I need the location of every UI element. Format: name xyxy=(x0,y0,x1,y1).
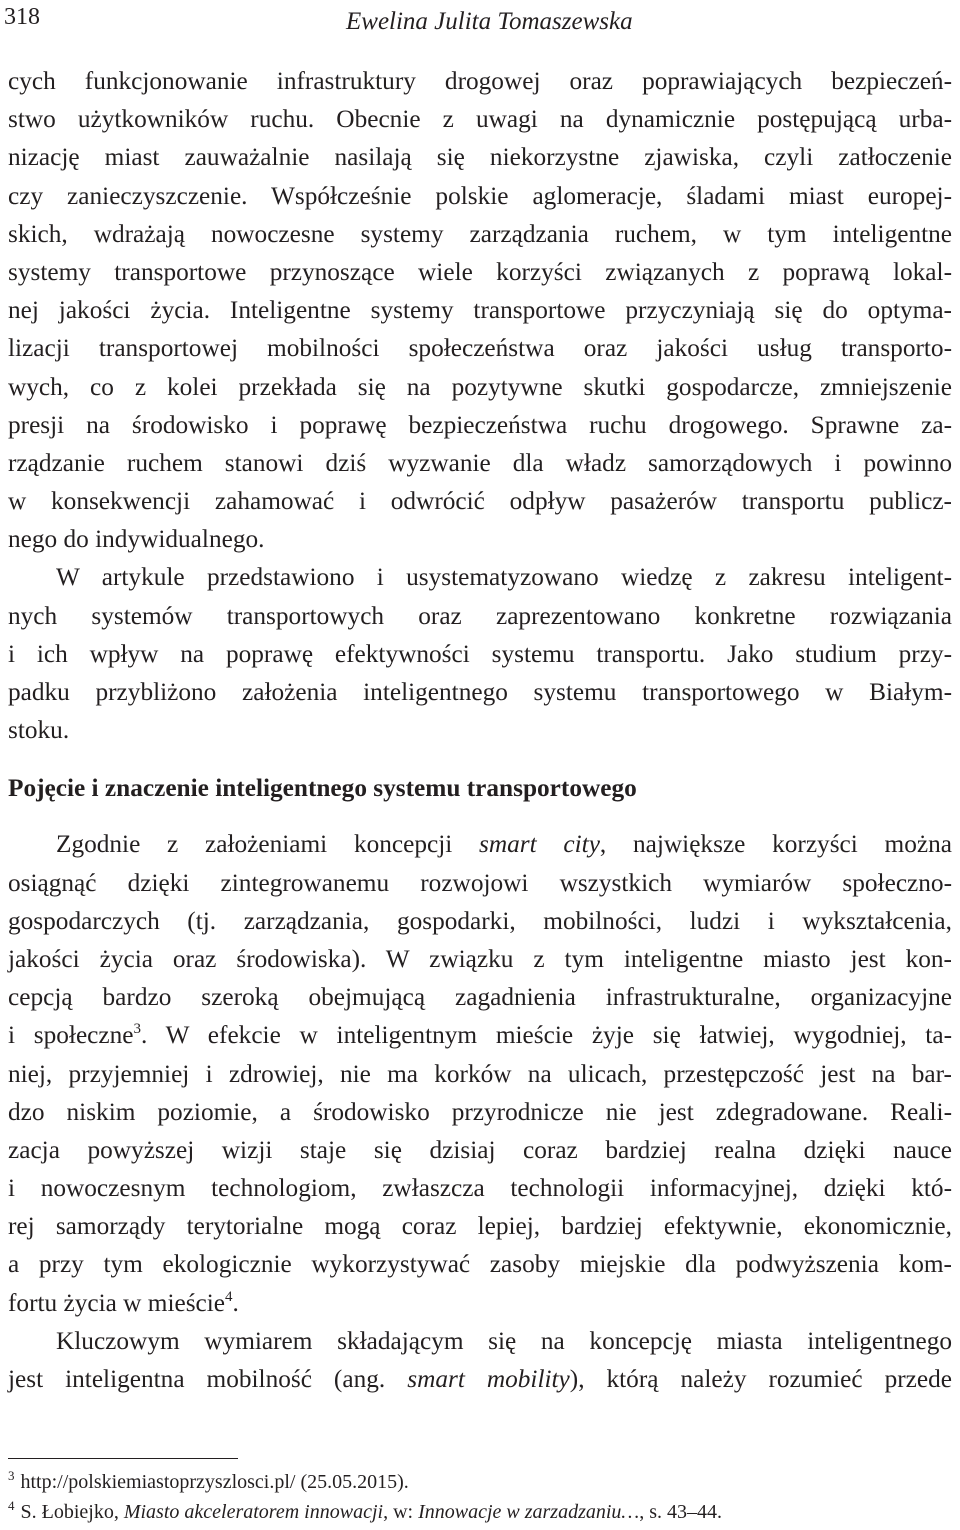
text-line: Kluczowym wymiarem składającym się na koncepcję miasta inteligentnego xyxy=(56,1326,952,1355)
text-line: padku przybliżono założenia inteligentnego systemu transportowego w Białym- xyxy=(8,678,952,706)
page-number: 318 xyxy=(4,4,40,30)
text-line: i nowoczesnym technologiom, zwłaszcza technologii informacyjnej, dzięki któ- xyxy=(8,1174,952,1203)
footnote-text: S. Łobiejko, xyxy=(20,1501,124,1523)
footnote-book-title: Innowacje w zarzadzaniu… xyxy=(418,1501,640,1523)
text-run: . W efekcie w inteligentnym mieście żyje się łatwiej, wygodniej, ta- xyxy=(141,1021,952,1050)
text-line: stoku. xyxy=(8,716,70,745)
text-line: nizację miast zauważalnie nasilają się niekorzystne zjawiska, czyli zatłoczenie xyxy=(8,143,952,172)
text-line: stwo użytkowników ruchu. Obecnie z uwagi na dynamicznie postępującą urba- xyxy=(8,105,952,134)
footnote-ref-3[interactable]: 3 xyxy=(133,1021,142,1038)
text-line xyxy=(8,1360,952,1398)
text-line: czy zanieczyszczenie. Współcześnie polskie aglomeracje, śladami miast europej- xyxy=(8,181,952,210)
text-line: skich, wdrażają nowoczesne systemy zarządzania ruchem, w tym inteligentne xyxy=(8,219,952,248)
text-line: i ich wpływ na poprawę efektywności systemu transportu. Jako studium przy- xyxy=(8,639,952,668)
text-line: cych funkcjonowanie infrastruktury drogowej oraz poprawiających bezpieczeń- xyxy=(8,67,952,95)
text-run: i społeczne xyxy=(8,1021,134,1050)
footnote-text: , w: xyxy=(383,1501,419,1523)
italic-term: smart city xyxy=(479,830,600,859)
text-line: presji na środowisko i poprawę bezpieczeństwa ruchu drogowego. Sprawne za- xyxy=(8,410,952,439)
paragraph-2 xyxy=(8,558,952,749)
text-line: zacja powyższej wizji staje się dzisiaj coraz bardziej realna dzięki nauce xyxy=(8,1135,952,1164)
text-line xyxy=(8,1016,952,1054)
text-line: a przy tym ekologicznie wykorzystywać zasoby miejskie dla podwyższenia kom- xyxy=(8,1250,952,1279)
italic-term: smart mobility xyxy=(407,1365,570,1393)
text-run: ), którą należy rozumieć przede xyxy=(569,1365,952,1393)
text-line: cepcją bardzo szeroką obejmującą zagadnienia infrastrukturalne, organizacyjne xyxy=(8,983,952,1012)
text-line: nych systemów transportowych oraz zaprezentowano konkretne rozwiązania xyxy=(8,601,952,630)
text-line: nej jakości życia. Inteligentne systemy transportowe przyczyniają się do optyma- xyxy=(8,296,952,325)
footnote-number: 3 xyxy=(8,1468,15,1483)
text-line: osiągnąć dzięki zintegrowanemu rozwojowi wszystkich wymiarów społeczno- xyxy=(8,868,952,897)
text-line xyxy=(8,1284,952,1322)
running-head-author: Ewelina Julita Tomaszewska xyxy=(346,8,633,35)
text-run: jest inteligentna mobilność (ang. xyxy=(8,1365,408,1393)
footnote-number: 4 xyxy=(8,1498,15,1513)
footnote-4 xyxy=(8,1498,722,1524)
footnote-3 xyxy=(8,1468,409,1494)
footnote-ref-4[interactable]: 4 xyxy=(225,1288,233,1305)
text-line xyxy=(8,825,952,863)
footnote-text: , s. 43–44. xyxy=(639,1501,722,1523)
text-line: rządzanie ruchem stanowi dziś wyzwanie dla władz samorządowych i powinno xyxy=(8,448,952,477)
footnote-title: Miasto akceleratorem innowacji xyxy=(123,1501,384,1523)
text-run: . xyxy=(232,1288,239,1317)
text-line: w konsekwencji zahamować i odwrócić odpływ pasażerów transportu publicz- xyxy=(8,487,952,516)
text-run: , największe korzyści można xyxy=(599,830,952,859)
paragraph-3 xyxy=(8,825,952,1321)
text-line: rej samorządy terytorialne mogą coraz lepiej, bardziej efektywnie, ekonomicznie, xyxy=(8,1212,952,1241)
text-line: lizacji transportowej mobilności społeczeństwa oraz jakości usług transporto- xyxy=(8,334,952,363)
text-line: jakości życia oraz środowiska). W związku z tym inteligentne miasto jest kon- xyxy=(8,944,952,973)
text-line: niej, przyjemniej i zdrowiej, nie ma korków na ulicach, przestępczość jest na bar- xyxy=(8,1059,952,1088)
text-line: gospodarczych (tj. zarządzania, gospodarki, mobilności, ludzi i wykształcenia, xyxy=(8,906,952,935)
paragraph-4 xyxy=(8,1322,952,1398)
text-run: fortu życia w mieście xyxy=(8,1288,226,1317)
text-line: dzo niskim poziomie, a środowisko przyrodnicze nie jest zdegradowane. Reali- xyxy=(8,1097,952,1126)
text-line: systemy transportowe przynoszące wiele korzyści związanych z poprawą lokal- xyxy=(8,257,952,286)
text-line: wych, co z kolei przekłada się na pozytywne skutki gospodarcze, zmniejszenie xyxy=(8,372,952,401)
footnote-link[interactable]: http://polskiemiastoprzyszlosci.pl/ (25.05.2015). xyxy=(20,1471,409,1493)
text-line: W artykule przedstawiono i usystematyzowano wiedzę z zakresu inteligent- xyxy=(56,563,952,592)
text-line: nego do indywidualnego. xyxy=(8,525,265,554)
paragraph-1 xyxy=(8,62,952,558)
body-text xyxy=(8,62,952,1398)
page-header xyxy=(4,4,956,44)
footnote-divider xyxy=(8,1458,238,1459)
text-run: Zgodnie z założeniami koncepcji xyxy=(56,830,480,859)
section-heading: Pojęcie i znaczenie inteligentnego systemu transportowego xyxy=(8,774,637,803)
